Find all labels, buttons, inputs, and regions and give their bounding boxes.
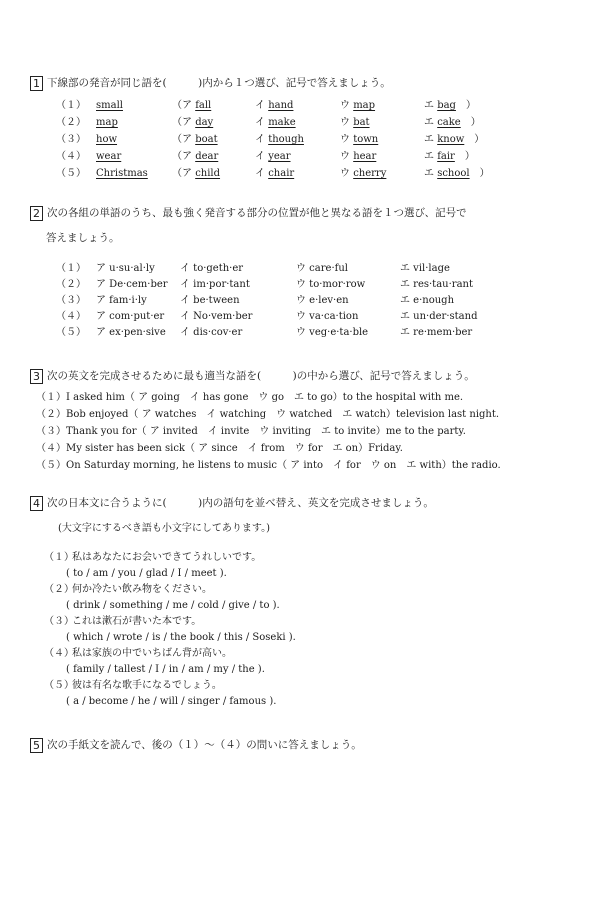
target-word: wear [96,151,122,162]
question-2-heading [30,206,467,221]
answer-option [424,99,476,113]
option-marker: （ア [172,117,196,128]
option-marker: エ [424,100,438,111]
answer-option [340,116,370,130]
question-number-box: 5 [30,738,43,753]
option-word: bat [353,117,370,128]
question-2-instruction: 次の各組の単語のうち、最も強く発音する部分の位置が他と異なる語を１つ選び、記号で [47,207,467,219]
sentence: Thank you for（ ア invited イ invite ウ inviting エ to invite）me to the party. [66,426,466,437]
answer-option [424,167,490,181]
closing-paren: ） [454,151,475,162]
option-marker: （ア [172,168,196,179]
japanese-sentence: 彼は有名な歌手になるでしょう。 [72,680,222,691]
japanese-sentence: これは漱石が書いた本です。 [72,616,202,627]
option-marker: イ [255,100,269,111]
option-word: fall [195,100,212,111]
option-word: cherry [353,168,387,179]
option-marker: エ [424,117,438,128]
word-list: ( family / tallest / I / in / am / my / the ). [66,664,265,675]
row-label: （１） [44,552,74,563]
option-marker: ウ [340,117,354,128]
row-label: （４） [36,443,66,454]
option-word: hand [268,100,294,111]
closing-paren: ） [460,117,481,128]
question-4-instruction: 次の日本文に合うように( )内の語句を並べ替え、英文を完成させましょう。 [47,497,434,509]
option-marker: （ア [172,100,196,111]
answer-option [424,116,481,130]
target-word: small [96,100,123,111]
target-word: Christmas [96,168,148,179]
option-marker: エ [424,134,438,145]
row-label: （５） [36,460,66,471]
answer-option: イ im·por·tant [180,279,250,290]
answer-option: イ be·tween [180,295,240,306]
answer-option: エ un·der·stand [400,311,478,322]
option-marker: イ [255,134,269,145]
question-5-heading [30,738,362,753]
option-marker: ウ [340,100,354,111]
answer-option: イ No·vem·ber [180,311,253,322]
closing-paren: ） [455,100,476,111]
answer-option [172,167,220,181]
question-3-heading [30,369,475,384]
row-label: （２） [44,584,74,595]
answer-option: ウ to·mor·row [296,279,366,290]
closing-paren: ） [469,168,490,179]
answer-option [424,133,484,147]
answer-option [172,133,218,147]
option-word: child [195,168,221,179]
answer-option [340,167,386,181]
option-word: cake [437,117,461,128]
answer-option: ア com·put·er [96,311,165,322]
option-word: make [268,117,296,128]
option-word: school [437,168,470,179]
question-2-instruction-cont: 答えましょう。 [46,232,120,244]
answer-option [255,150,291,164]
option-marker: ウ [340,151,354,162]
sentence: My sister has been sick（ ア since イ from ウ for エ on）Friday. [66,443,403,454]
row-label: （１） [36,392,66,403]
answer-option [424,150,475,164]
option-marker: エ [424,151,438,162]
option-marker: （ア [172,151,196,162]
option-marker: イ [255,151,269,162]
word-list: ( drink / something / me / cold / give / to ). [66,600,280,611]
question-5-instruction: 次の手紙文を読んで、後の（１）～（４）の問いに答えましょう。 [47,739,362,751]
answer-option [172,150,218,164]
question-1-instruction: 下線部の発音が同じ語を( )内から１つ選び、記号で答えましょう。 [47,77,391,89]
row-label: （４） [44,648,74,659]
answer-option: ウ veg·e·ta·ble [296,327,369,338]
answer-option [340,150,376,164]
option-word: bag [437,100,456,111]
answer-option: エ re·mem·ber [400,327,473,338]
answer-option: ア u·su·al·ly [96,263,155,274]
option-word: chair [268,168,295,179]
question-1-heading [30,76,391,91]
row-label: （５） [56,327,86,338]
question-number-box: 4 [30,496,43,511]
answer-option: ウ e·lev·en [296,295,349,306]
option-marker: エ [424,168,438,179]
sentence: Bob enjoyed（ ア watches イ watching ウ watched エ watch）television last night. [66,409,500,420]
answer-option [340,133,378,147]
japanese-sentence: 何か冷たい飲み物をください。 [72,584,212,595]
row-label: （３） [56,295,86,306]
answer-option [255,99,293,113]
option-word: dear [195,151,219,162]
option-word: fair [437,151,455,162]
row-label: （１） [56,100,86,111]
answer-option [255,116,296,130]
question-number-box: 3 [30,369,43,384]
row-label: （２） [36,409,66,420]
answer-option: イ to·geth·er [180,263,244,274]
answer-option: ア fam·i·ly [96,295,147,306]
target-word: how [96,134,118,145]
row-label: （３） [44,616,74,627]
answer-option: ア De·cem·ber [96,279,168,290]
answer-option [255,167,294,181]
option-word: boat [195,134,218,145]
row-label: （４） [56,151,86,162]
row-label: （３） [36,426,66,437]
option-word: know [437,134,465,145]
answer-option: イ dis·cov·er [180,327,243,338]
answer-option [255,133,304,147]
row-label: （１） [56,263,86,274]
answer-option: ウ va·ca·tion [296,311,359,322]
target-word: map [96,117,118,128]
question-3-instruction: 次の英文を完成させるために最も適当な語を( )の中から選び、記号で答えましょう。 [47,370,475,382]
answer-option: エ res·tau·rant [400,279,473,290]
option-marker: イ [255,168,269,179]
option-word: town [353,134,379,145]
answer-option: エ e·nough [400,295,455,306]
answer-option [172,116,213,130]
sentence: I asked him（ ア going イ has gone ウ go エ to go）to the hospital with me. [66,392,464,403]
row-label: （３） [56,134,86,145]
japanese-sentence: 私はあなたにお会いできてうれしいです。 [72,552,262,563]
question-4-note: (大文字にするべき語も小文字にしてあります。) [58,523,271,534]
word-list: ( which / wrote / is / the book / this / Soseki ). [66,632,296,643]
answer-option [172,99,211,113]
answer-option: エ vil·lage [400,263,450,274]
japanese-sentence: 私は家族の中でいちばん背が高い。 [72,648,232,659]
option-word: day [195,117,214,128]
option-marker: イ [255,117,269,128]
row-label: （２） [56,117,86,128]
option-word: though [268,134,304,145]
row-label: （５） [56,168,86,179]
row-label: （２） [56,279,86,290]
option-word: map [353,100,376,111]
question-number-box: 2 [30,206,43,221]
row-label: （４） [56,311,86,322]
row-label: （５） [44,680,74,691]
sentence: On Saturday morning, he listens to music（ ア into イ for ウ on エ with）the radio. [66,460,501,471]
option-marker: ウ [340,168,354,179]
answer-option: ウ care·ful [296,263,348,274]
option-marker: （ア [172,134,196,145]
option-marker: ウ [340,134,354,145]
answer-option: ア ex·pen·sive [96,327,166,338]
closing-paren: ） [464,134,485,145]
option-word: year [268,151,291,162]
option-word: hear [353,151,377,162]
question-number-box: 1 [30,76,43,91]
word-list: ( to / am / you / glad / I / meet ). [66,568,227,579]
question-4-heading [30,496,434,511]
answer-option [340,99,375,113]
word-list: ( a / become / he / will / singer / famous ). [66,696,277,707]
